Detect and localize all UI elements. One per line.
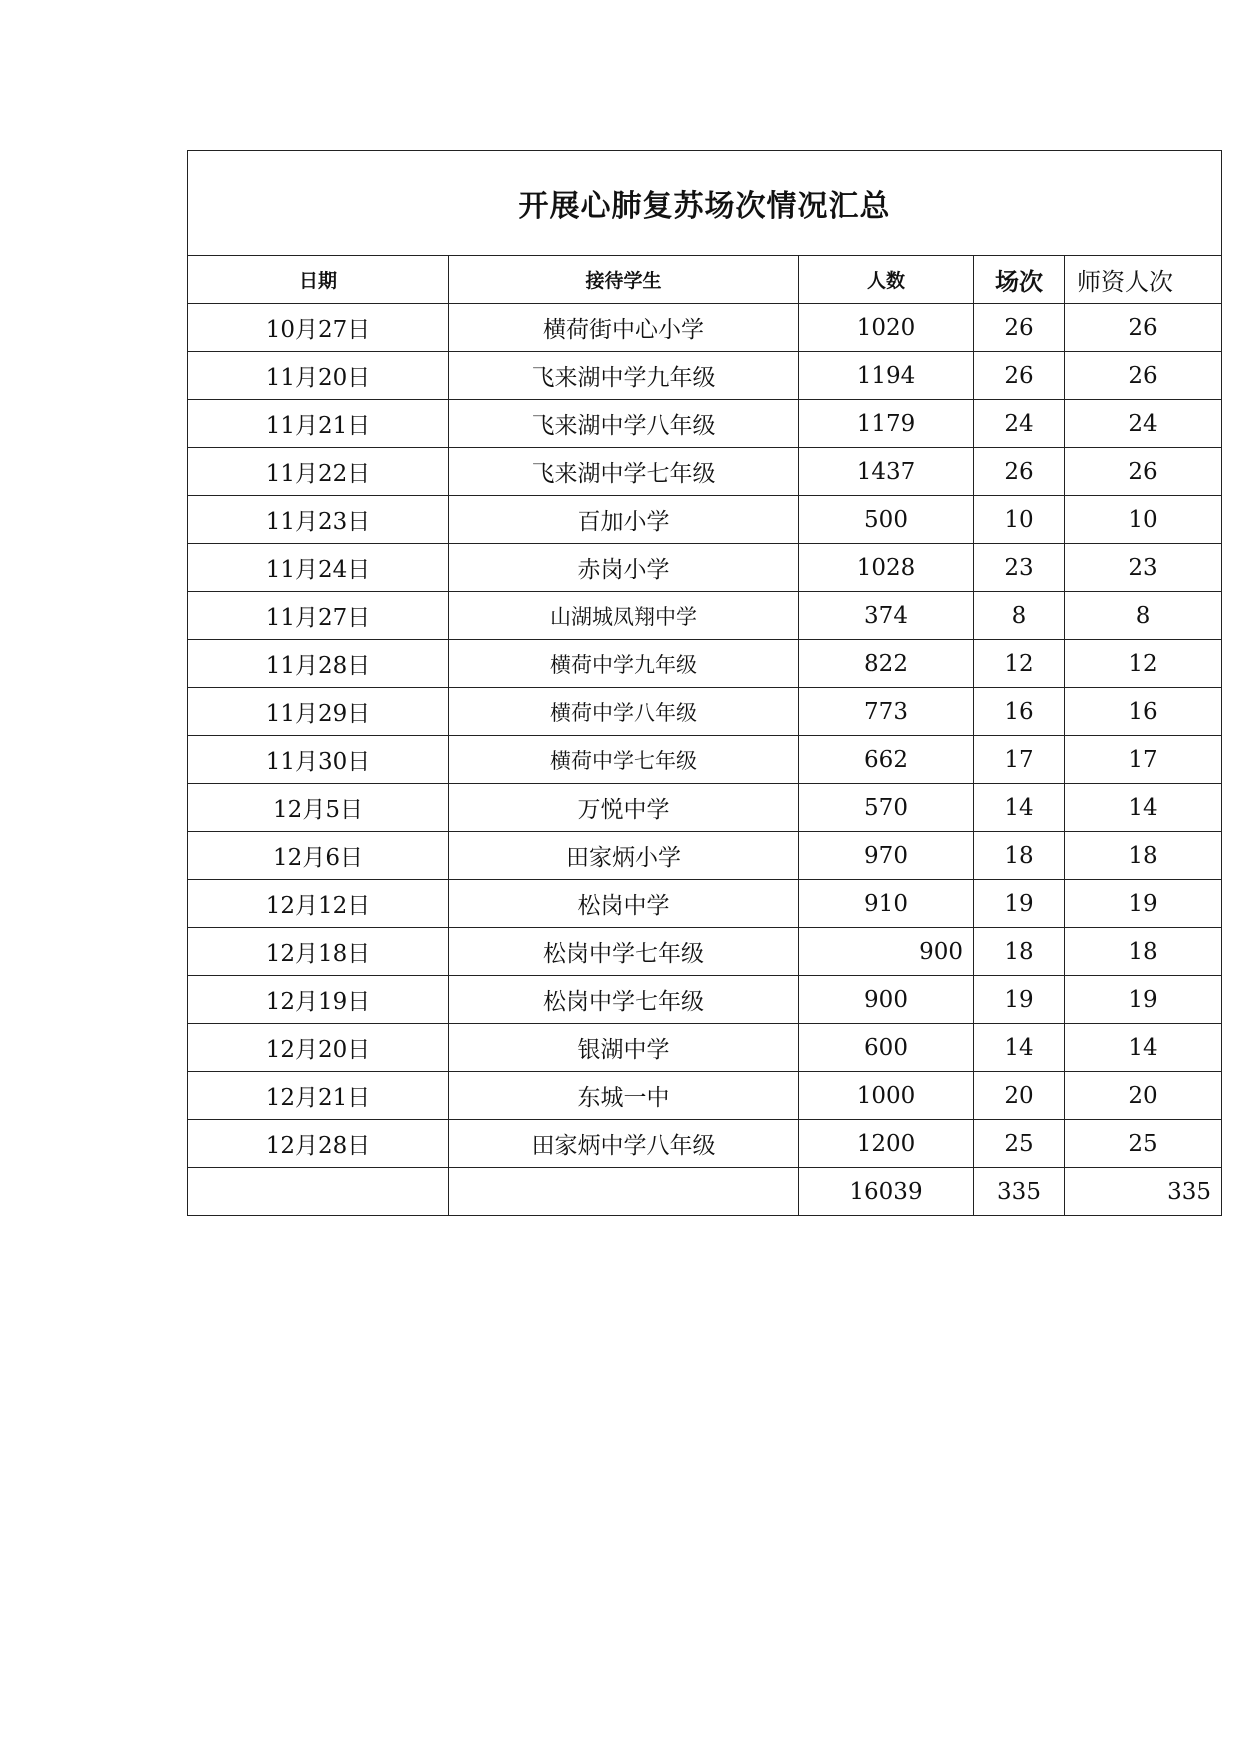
- cell-teachers: 18: [1065, 928, 1222, 976]
- cell-teachers: 26: [1065, 304, 1222, 352]
- cell-empty: [449, 1168, 799, 1216]
- cell-date: 12月5日: [188, 784, 449, 832]
- cell-date: 11月27日: [188, 592, 449, 640]
- cell-school: 山湖城凤翔中学: [449, 592, 799, 640]
- cell-people: 1000: [799, 1072, 974, 1120]
- cell-school: 松岗中学: [449, 880, 799, 928]
- cell-teachers: 8: [1065, 592, 1222, 640]
- total-teachers: 335: [1065, 1168, 1222, 1216]
- cell-empty: [188, 1168, 449, 1216]
- cell-school: 横荷街中心小学: [449, 304, 799, 352]
- cell-teachers: 12: [1065, 640, 1222, 688]
- cell-teachers: 16: [1065, 688, 1222, 736]
- cell-people: 662: [799, 736, 974, 784]
- cell-teachers: 18: [1065, 832, 1222, 880]
- cell-teachers: 20: [1065, 1072, 1222, 1120]
- cell-people: 1028: [799, 544, 974, 592]
- cell-school: 松岗中学七年级: [449, 928, 799, 976]
- header-school: 接待学生: [449, 256, 799, 304]
- cell-school: 田家炳中学八年级: [449, 1120, 799, 1168]
- cell-school: 东城一中: [449, 1072, 799, 1120]
- cell-people: 900: [799, 976, 974, 1024]
- header-row: [188, 256, 1222, 304]
- table-row: [188, 1120, 1222, 1168]
- cell-sessions: 14: [974, 784, 1065, 832]
- cell-sessions: 16: [974, 688, 1065, 736]
- header-people: 人数: [799, 256, 974, 304]
- cell-sessions: 26: [974, 352, 1065, 400]
- table-row: [188, 736, 1222, 784]
- table-row: [188, 592, 1222, 640]
- cell-date: 11月23日: [188, 496, 449, 544]
- cell-date: 11月24日: [188, 544, 449, 592]
- total-people: 16039: [799, 1168, 974, 1216]
- cell-school: 百加小学: [449, 496, 799, 544]
- table-row: [188, 928, 1222, 976]
- cell-date: 12月18日: [188, 928, 449, 976]
- cell-people: 1200: [799, 1120, 974, 1168]
- cell-people: 374: [799, 592, 974, 640]
- cell-sessions: 24: [974, 400, 1065, 448]
- table-row: [188, 400, 1222, 448]
- cell-sessions: 18: [974, 928, 1065, 976]
- cell-sessions: 25: [974, 1120, 1065, 1168]
- cell-teachers: 24: [1065, 400, 1222, 448]
- cell-people: 1437: [799, 448, 974, 496]
- cell-date: 12月19日: [188, 976, 449, 1024]
- table-row: [188, 688, 1222, 736]
- cell-sessions: 26: [974, 448, 1065, 496]
- table-row: [188, 1024, 1222, 1072]
- cell-sessions: 14: [974, 1024, 1065, 1072]
- table-row: [188, 880, 1222, 928]
- cell-teachers: 25: [1065, 1120, 1222, 1168]
- cell-teachers: 17: [1065, 736, 1222, 784]
- table-row: [188, 784, 1222, 832]
- cell-sessions: 10: [974, 496, 1065, 544]
- cell-people: 1020: [799, 304, 974, 352]
- cell-teachers: 10: [1065, 496, 1222, 544]
- cell-people: 910: [799, 880, 974, 928]
- cell-teachers: 14: [1065, 1024, 1222, 1072]
- header-teachers: 师资人次: [1065, 256, 1222, 304]
- table-row: [188, 1072, 1222, 1120]
- cell-teachers: 19: [1065, 880, 1222, 928]
- cell-date: 12月6日: [188, 832, 449, 880]
- cell-people: 900: [799, 928, 974, 976]
- cell-sessions: 12: [974, 640, 1065, 688]
- cell-date: 12月12日: [188, 880, 449, 928]
- table-row: [188, 304, 1222, 352]
- cell-date: 11月21日: [188, 400, 449, 448]
- table-row: [188, 832, 1222, 880]
- summary-table: [187, 150, 1222, 1216]
- cell-sessions: 8: [974, 592, 1065, 640]
- table-row: [188, 448, 1222, 496]
- cell-sessions: 19: [974, 976, 1065, 1024]
- cell-school: 松岗中学七年级: [449, 976, 799, 1024]
- cell-people: 773: [799, 688, 974, 736]
- header-date: 日期: [188, 256, 449, 304]
- cell-teachers: 26: [1065, 448, 1222, 496]
- cell-people: 1194: [799, 352, 974, 400]
- title-row: [188, 151, 1222, 256]
- cell-date: 12月20日: [188, 1024, 449, 1072]
- cell-date: 12月28日: [188, 1120, 449, 1168]
- cell-school: 万悦中学: [449, 784, 799, 832]
- cell-teachers: 26: [1065, 352, 1222, 400]
- cell-teachers: 19: [1065, 976, 1222, 1024]
- cell-teachers: 14: [1065, 784, 1222, 832]
- cell-sessions: 19: [974, 880, 1065, 928]
- cell-date: 11月28日: [188, 640, 449, 688]
- table-row: [188, 544, 1222, 592]
- cell-school: 横荷中学九年级: [449, 640, 799, 688]
- cell-date: 11月20日: [188, 352, 449, 400]
- table-row: [188, 496, 1222, 544]
- totals-row: [188, 1168, 1222, 1216]
- cell-people: 1179: [799, 400, 974, 448]
- cell-date: 11月30日: [188, 736, 449, 784]
- cell-sessions: 26: [974, 304, 1065, 352]
- cell-school: 飞来湖中学八年级: [449, 400, 799, 448]
- table-row: [188, 352, 1222, 400]
- cell-people: 970: [799, 832, 974, 880]
- cell-date: 12月21日: [188, 1072, 449, 1120]
- cell-date: 10月27日: [188, 304, 449, 352]
- cell-teachers: 23: [1065, 544, 1222, 592]
- table-row: [188, 976, 1222, 1024]
- total-sessions: 335: [974, 1168, 1065, 1216]
- table-title: 开展心肺复苏场次情况汇总: [188, 151, 1222, 256]
- table-row: [188, 640, 1222, 688]
- cell-people: 600: [799, 1024, 974, 1072]
- cell-school: 田家炳小学: [449, 832, 799, 880]
- cell-school: 银湖中学: [449, 1024, 799, 1072]
- cell-sessions: 18: [974, 832, 1065, 880]
- cell-people: 570: [799, 784, 974, 832]
- cell-people: 500: [799, 496, 974, 544]
- cell-school: 赤岗小学: [449, 544, 799, 592]
- cell-date: 11月22日: [188, 448, 449, 496]
- cell-sessions: 20: [974, 1072, 1065, 1120]
- header-sessions: 场次: [974, 256, 1065, 304]
- cell-school: 飞来湖中学九年级: [449, 352, 799, 400]
- cell-school: 飞来湖中学七年级: [449, 448, 799, 496]
- cell-sessions: 23: [974, 544, 1065, 592]
- cell-sessions: 17: [974, 736, 1065, 784]
- cell-school: 横荷中学七年级: [449, 736, 799, 784]
- cell-school: 横荷中学八年级: [449, 688, 799, 736]
- cell-people: 822: [799, 640, 974, 688]
- cell-date: 11月29日: [188, 688, 449, 736]
